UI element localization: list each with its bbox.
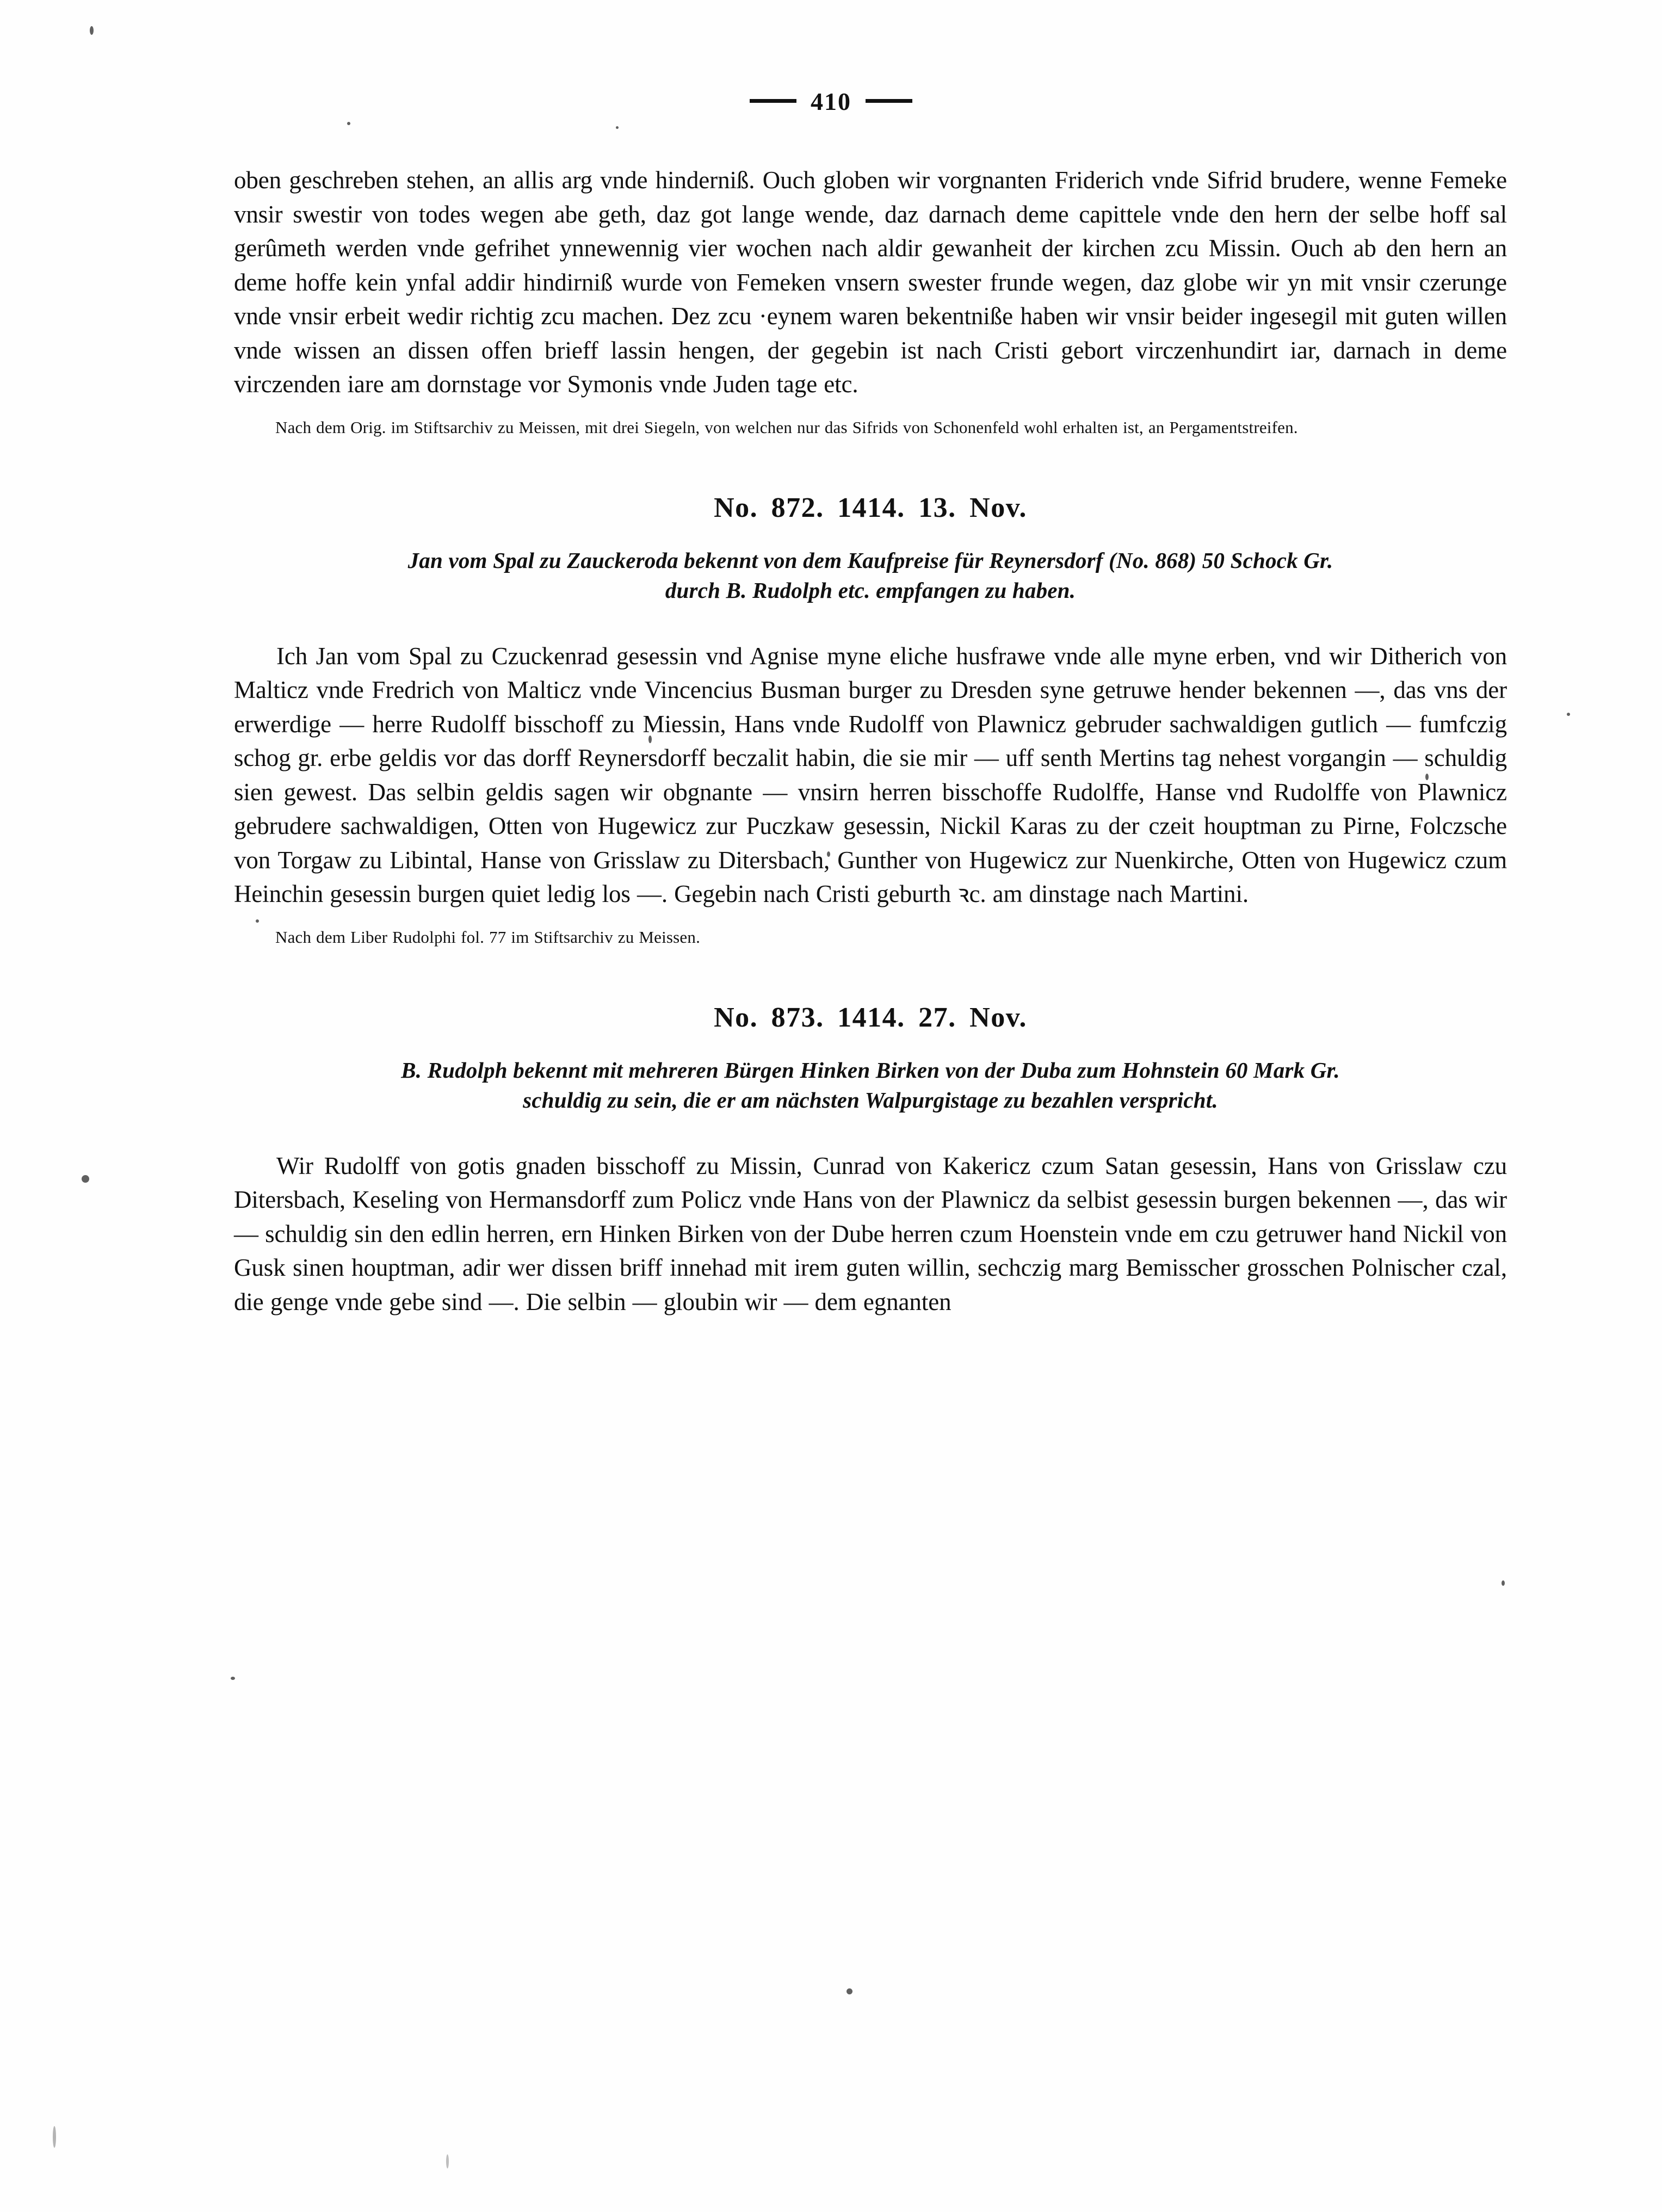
scan-speck: [90, 26, 94, 35]
spacer: [234, 949, 1507, 1002]
entry-regest-872: [234, 546, 1507, 605]
spacer: [234, 1034, 1507, 1055]
text-column: [234, 163, 1507, 1319]
scan-speck: [616, 126, 619, 129]
page-number: 410: [811, 88, 851, 115]
entry-body-873: Wir Rudolff von gotis gnaden bisschoff zu Missin, Cunrad von Kakericz czum Satan gesessin, Hans von Grisslaw czu Ditersbach, Keseling von Hermansdorff zum Policz vnde Hans von der Plawnicz da selbist gesessin burgen bekennen —, das wir — schuldig sin den edlin herren, ern Hinken Birken von der Dube herren czum Hoenstein vnde em czu getruwer hand Nickil von Gusk sinen houptman, adir wer dissen briff innehad mit irem guten willin, sechczig marg Bemisscher grosschen Polnischer czal, die genge vnde gebe sind —. Die selbin — gloubin wir — dem egnanten: [234, 1152, 1507, 1315]
entry-body-872: Ich Jan vom Spal zu Czuckenrad gesessin vnd Agnise myne eliche husfrawe vnde alle myne erben, vnd wir Ditherich von Malticz vnde Fredrich von Malticz vnde Vincencius Busman burger zu Dresden syne getruwe hender bekennen —, das vns der erwerdige — herre Rudolff bisschoff zu Miessin, Hans vnde Rudolff von Plawnicz gebruder sachwaldigen gutlich — fumfczig schog gr. erbe geldis vor das dorff Reynersdorff beczalit habin, die sie mir — uff senth Mertins tag nehest vorgangin — schuldig sien gewest. Das selbin geldis sagen wir obgnante — vnsirn herren bisschoffe Rudolffe, Hanse vnd Rudolffe von Plawnicz gebrudere sachwaldigen, Otten von Hugewicz zur Puczkaw gesessin, Nickil Karas zu der czeit houptman zu Pirne, Folczsche von Torgaw zu Libintal, Hanse von Grisslaw zu Ditersbach, Gunther von Hugewicz zur Nuenkirche, Otten von Hugewicz czum Heinchin gesessin burgen quiet ledig los —. Gegebin nach Cristi geburth ꝛc. am dinstage nach Martini.: [234, 642, 1507, 907]
scan-speck: [847, 1988, 852, 1994]
scan-speck: [347, 122, 350, 125]
scan-speck: [1502, 1580, 1505, 1586]
scan-speck: [53, 2126, 56, 2148]
regest-line-1: Jan vom Spal zu Zauckeroda bekennt von dem Kaufpreise für Reynersdorf (No. 868) 50 Schock Gr.: [407, 547, 1333, 573]
spacer: [234, 524, 1507, 546]
scan-speck: [231, 1677, 235, 1680]
rule-left-icon: [750, 99, 796, 103]
scan-speck: [446, 2154, 449, 2168]
regest-line-1: B. Rudolph bekennt mit mehreren Bürgen Hinken Birken von der Duba zum Hohnstein 60 Mark Gr.: [401, 1057, 1340, 1083]
scan-speck: [82, 1175, 89, 1183]
entry-regest-873: [234, 1055, 1507, 1115]
regest-line-2: durch B. Rudolph etc. empfangen zu haben.: [665, 577, 1076, 603]
source-note-872: Nach dem Liber Rudolphi fol. 77 im Stiftsarchiv zu Meissen.: [275, 927, 701, 947]
source-note-continued: Nach dem Orig. im Stiftsarchiv zu Meissen, mit drei Siegeln, von welchen nur das Sifrids von Schonenfeld wohl erhalten ist, an Pergamentstreifen.: [275, 417, 1298, 437]
scan-speck: [1567, 713, 1570, 716]
spacer: [234, 1115, 1507, 1149]
entry-heading-872: No. 872. 1414. 13. Nov.: [714, 492, 1027, 523]
rule-right-icon: [866, 99, 912, 103]
continued-paragraph: oben geschreben stehen, an allis arg vnde hinderniß. Ouch globen wir vorgnanten Friderich vnde Sifrid brudere, wenne Femeke vnsir swestir von todes wegen abe geth, daz got lange wende, daz darnach deme capittele vnde den hern der selbe hoff sal gerûmeth werden vnde gefrihet ynnewennig vier wochen nach aldir gewanheit der kirchen zcu Missin. Ouch ab den hern an deme hoffe kein ynfal addir hindirniß wurde von Femeken vnsern swester frunde wegen, daz globe wir yn mit vnsir czerunge vnde vnsir erbeit wedir richtig zcu machen. Dez zcu ·eynem waren bekentniße haben wir vnsir beider ingesegil mit guten willen vnde wissen an dissen offen brieff lassin hengen, der gegebin ist nach Cristi gebort virczenhundirt iar, darnach in deme virczenden iare am dornstage vor Symonis vnde Juden tage etc.: [234, 166, 1507, 398]
spacer: [234, 605, 1507, 639]
spacer: [234, 440, 1507, 492]
running-head: [0, 87, 1662, 116]
regest-line-2: schuldig zu sein, die er am nächsten Walpurgistage zu bezahlen verspricht.: [523, 1087, 1218, 1113]
entry-heading-873: No. 873. 1414. 27. Nov.: [714, 1002, 1027, 1033]
